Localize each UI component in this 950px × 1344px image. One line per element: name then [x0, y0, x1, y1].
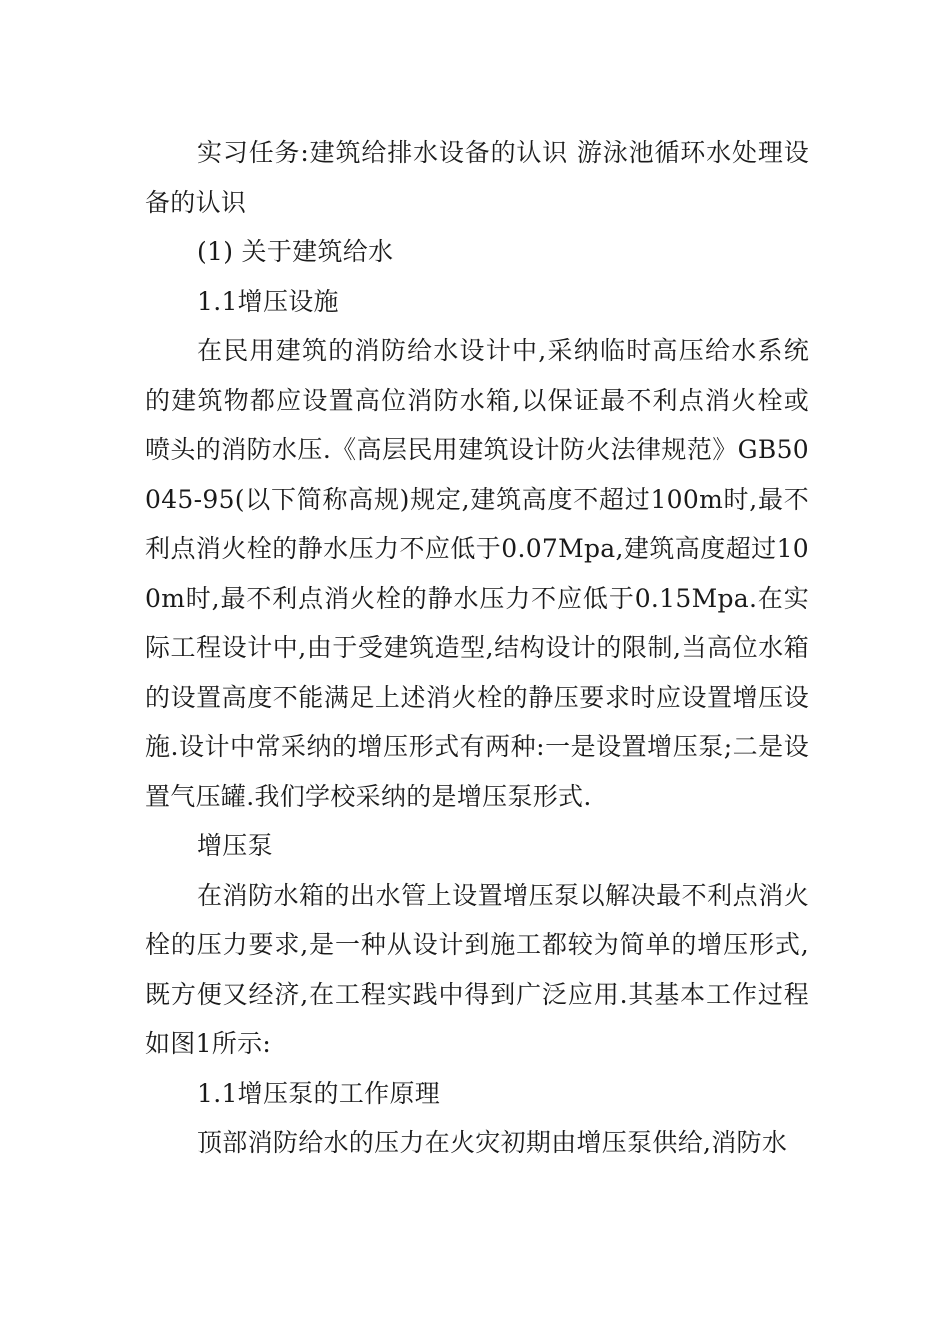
subsection-heading-pressurization: 1.1增压设施	[197, 286, 339, 316]
section-heading-water-supply: (1) 关于建筑给水	[197, 237, 394, 266]
document-body	[145, 128, 809, 1168]
body-paragraph-booster-pump: 在消防水箱的出水管上设置增压泵以解决最不利点消火栓的压力要求,是一种从设计到施工都较为简单的增压形式,既方便又经济,在工程实践中得到广泛应用.其基本工作过程如图1所示:	[145, 880, 809, 1058]
body-paragraph-working-principle: 顶部消防给水的压力在火灾初期由增压泵供给,消防水	[197, 1128, 788, 1157]
body-paragraph-pressurization: 在民用建筑的消防给水设计中,采纳临时高压给水系统的建筑物都应设置高位消防水箱,以保证最不利点消火栓或喷头的消防水压.《高层民用建筑设计防火法律规范》GB50045-95(以下简称高规)规定,建筑高度不超过100m时,最不利点消火栓的静水压力不应低于0.07Mpa,建筑高度超过100m时,最不利点消火栓的静水压力不应低于0.15Mpa.在实际工程设计中,由于受建筑造型,结构设计的限制,当高位水箱的设置高度不能满足上述消火栓的静压要求时应设置增压设施.设计中常采纳的增压形式有两种:一是设置增压泵;二是设置气压罐.我们学校采纳的是增压泵形式.	[145, 336, 809, 811]
task-heading-paragraph: 实习任务:建筑给排水设备的认识 游泳池循环水处理设备的认识	[145, 138, 809, 217]
subheading-booster-pump: 增压泵	[197, 831, 273, 860]
subsection-heading-working-principle: 1.1增压泵的工作原理	[197, 1078, 441, 1108]
